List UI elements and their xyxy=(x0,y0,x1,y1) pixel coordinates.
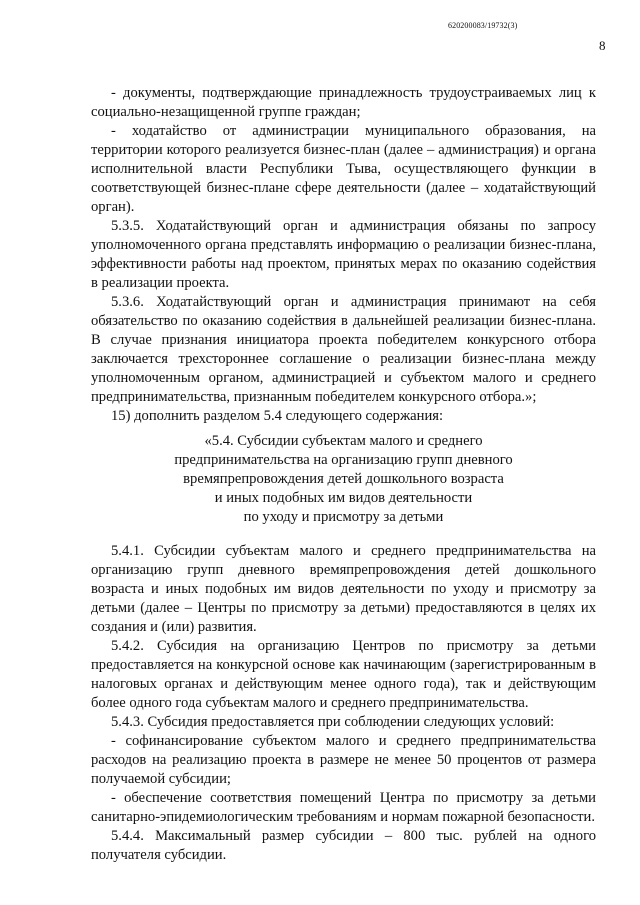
paragraph: - обеспечение соответствия помещений Центра по присмотру за детьми санитарно-эпидемиологическим требованиям и нормам пожарной безопасности. xyxy=(91,790,596,825)
document-body-bottom xyxy=(91,542,596,865)
paragraph: - документы, подтверждающие принадлежность трудоустраиваемых лиц к социально-незащищенной группе граждан; xyxy=(91,85,596,120)
document-body-top xyxy=(91,84,596,426)
paragraph: 5.4.1. Субсидии субъектам малого и среднего предпринимательства на организацию групп дневного времяпрепровождения детей дошкольного возраста и иных подобных им видов деятельности по уходу и присмотру за детьми (далее – Центры по присмотру за детьми) предоставляются в целях их создания и (или) развития. xyxy=(91,543,596,635)
paragraph: 15) дополнить разделом 5.4 следующего содержания: xyxy=(111,408,444,424)
section-heading: «5.4. Субсидии субъектам малого и среднего предпринимательства на организацию групп дневного времяпрепровождения детей дошкольного возраста и иных подобных им видов деятельности по уходу и присмотру за детьми xyxy=(174,433,513,525)
paragraph: 5.4.2. Субсидия на организацию Центров по присмотру за детьми предоставляется на конкурсной основе как начинающим (зарегистрированным в налоговых органах и действующим менее одного года), так и действующим более одного года субъектам малого и среднего предпринимательства. xyxy=(91,638,596,711)
paragraph: 5.3.5. Ходатайствующий орган и администрация обязаны по запросу уполномоченного органа представлять информацию о реализации бизнес-плана, эффективности работы над проектом, принятых мерах по оказанию содействия в реализации проекта. xyxy=(91,218,596,291)
document-code: 620200083/19732(3) xyxy=(448,21,518,30)
page-number: 8 xyxy=(599,38,606,53)
paragraph: - софинансирование субъектом малого и среднего предпринимательства расходов на реализацию проекта в размере не менее 50 процентов от размера получаемой субсидии; xyxy=(91,733,596,787)
paragraph: 5.4.4. Максимальный размер субсидии – 800 тыс. рублей на одного получателя субсидии. xyxy=(91,828,596,863)
paragraph: 5.3.6. Ходатайствующий орган и администрация принимают на себя обязательство по оказанию содействия в дальнейшей реализации бизнес-плана. В случае признания инициатора проекта победителем конкурсного отбора заключается трехстороннее соглашение о реализации бизнес-плана между уполномоченным органом, администрацией и субъектом малого и среднего предпринимательства, признанным победителем конкурсного отбора.»; xyxy=(91,294,596,405)
paragraph: - ходатайство от администрации муниципального образования, на территории которого реализуется бизнес-план (далее – администрация) и органа исполнительной власти Республики Тыва, осуществляющего функции в соответствующей бизнес-плане сфере деятельности (далее – ходатайствующий орган). xyxy=(91,123,596,215)
paragraph: 5.4.3. Субсидия предоставляется при соблюдении следующих условий: xyxy=(111,714,555,730)
